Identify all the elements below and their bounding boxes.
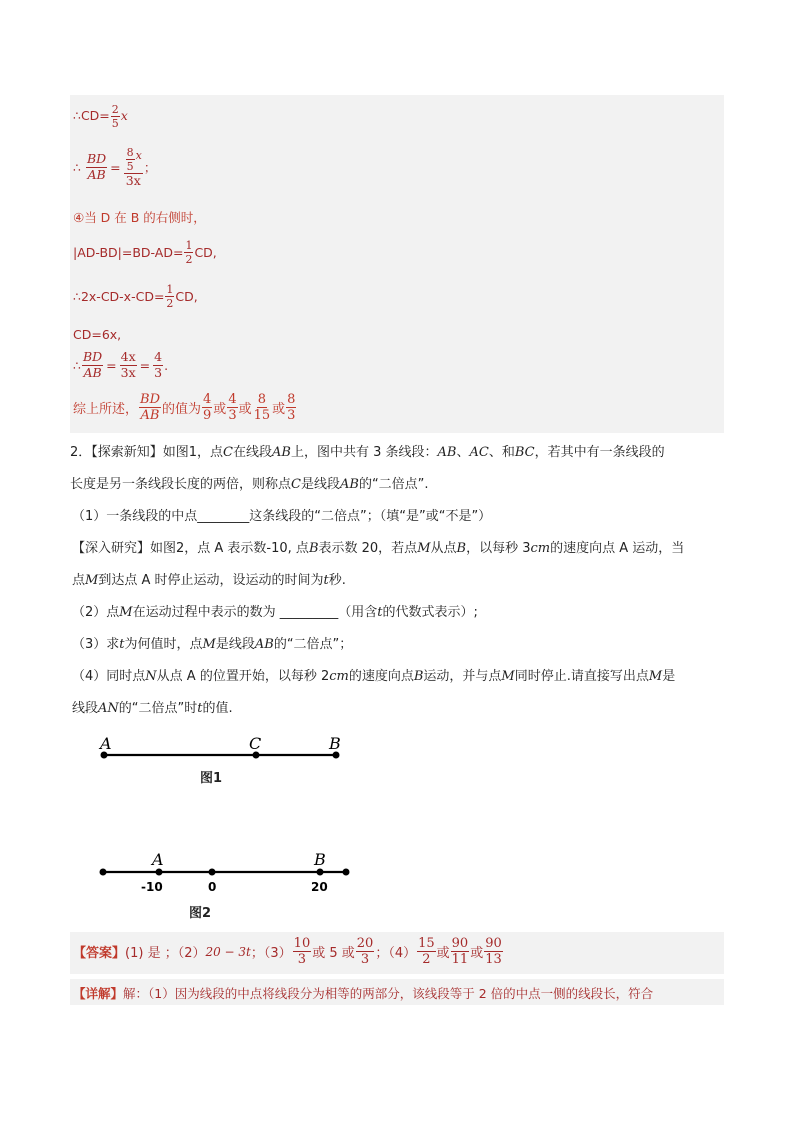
question-4-line-1: （4）同时点N从点 A 的位置开始，以每秒 2cm的速度向点B运动，并与点M同时停止.请直接写出点M是 bbox=[72, 669, 676, 684]
solution-line-cd6x: CD=6x, bbox=[73, 327, 122, 342]
solution-line-eq: ∴2x-CD-x-CD= $\frac{1}{2}$ CD, bbox=[73, 283, 198, 310]
figure-2-caption: 图2 bbox=[189, 906, 212, 921]
label-a: A bbox=[152, 850, 164, 869]
summary-line: 综上所述， $\frac{BD}{AB}$ 的值为 $\frac{4}{9}$ 或 $\frac{4}{3}$ 或 $\frac{8}{15}$ 或 $\frac{8}{3}$ bbox=[73, 392, 296, 423]
case-4-heading: ④当 D 在 B 的右侧时， bbox=[73, 210, 206, 225]
point-a bbox=[156, 869, 163, 876]
tick-20: 20 bbox=[311, 880, 328, 894]
solution-line-ratio2: ∴ $\frac{BD}{AB}$ = $\frac{4x}{3x}$ = $\frac{4}{3}$ . bbox=[73, 349, 169, 380]
label-c: C bbox=[249, 734, 262, 753]
endpoint-right bbox=[343, 869, 350, 876]
figure-1-caption: 图1 bbox=[200, 771, 223, 786]
fraction: $\frac{2}{5}$ bbox=[111, 103, 119, 130]
question-2: （2）点M在运动过程中表示的数为 _________（用含t的代数式表示）; bbox=[72, 605, 478, 620]
compound-fraction: $\frac{8}{5}$ x 3x bbox=[124, 147, 143, 188]
deep-research-line-2: 点M到达点 A 时停止运动，设运动的时间为t秒. bbox=[72, 573, 346, 588]
fraction: $\frac{BD}{AB}$ bbox=[86, 151, 107, 182]
tick-minus-10: -10 bbox=[141, 880, 163, 894]
problem-line-1: 2．【探索新知】如图1，点C在线段AB上，图中共有 3 条线段：AB、AC、和BC，若其中有一条线段的 bbox=[70, 445, 665, 460]
figure-1 bbox=[95, 730, 355, 790]
question-3: （3）求t为何值时，点M是线段AB的“二倍点”； bbox=[72, 637, 353, 652]
problem-line-2: 长度是另一条线段长度的两倍，则称点C是线段AB的“二倍点”. bbox=[70, 477, 429, 492]
point-origin bbox=[209, 869, 216, 876]
figure-2 bbox=[95, 850, 365, 900]
question-4-line-2: 线段AN的“二倍点”时t的值. bbox=[72, 701, 233, 716]
endpoint-left bbox=[100, 869, 107, 876]
solution-line-cd: ∴CD= $\frac{2}{5}$ x bbox=[73, 103, 128, 130]
point-b bbox=[317, 869, 324, 876]
solution-line-abs: |AD-BD|=BD-AD= $\frac{1}{2}$ CD, bbox=[73, 239, 217, 266]
solution-line-ratio1: ∴ $\frac{BD}{AB}$ = $\frac{8}{5}$ x 3x ； bbox=[73, 146, 157, 188]
label-a: A bbox=[100, 734, 112, 753]
question-1: （1）一条线段的中点________这条线段的“二倍点”；（填“是”或“不是”） bbox=[72, 509, 492, 524]
label-b: B bbox=[314, 850, 326, 869]
label-b: B bbox=[329, 734, 341, 753]
answer-line: 【答案】 (1) 是 ；（2） 20 − 3t ；（3） $\frac{10}{3}$ 或 5 或 $\frac{20}{3}$ ；（4） $\frac{15}{2}$ 或 $\frac{90}{11}$ 或 $\frac{90}{13}$ bbox=[73, 936, 502, 967]
detail-line: 【详解】解：（1）因为线段的中点将线段分为相等的两部分，该线段等于 2 倍的中点一侧的线段长，符合 bbox=[73, 986, 654, 1001]
deep-research-line-1: 【深入研究】如图2，点 A 表示数-10, 点B表示数 20，若点M从点B，以每秒 3cm的速度向点 A 运动，当 bbox=[72, 541, 685, 556]
tick-0: 0 bbox=[208, 880, 217, 894]
